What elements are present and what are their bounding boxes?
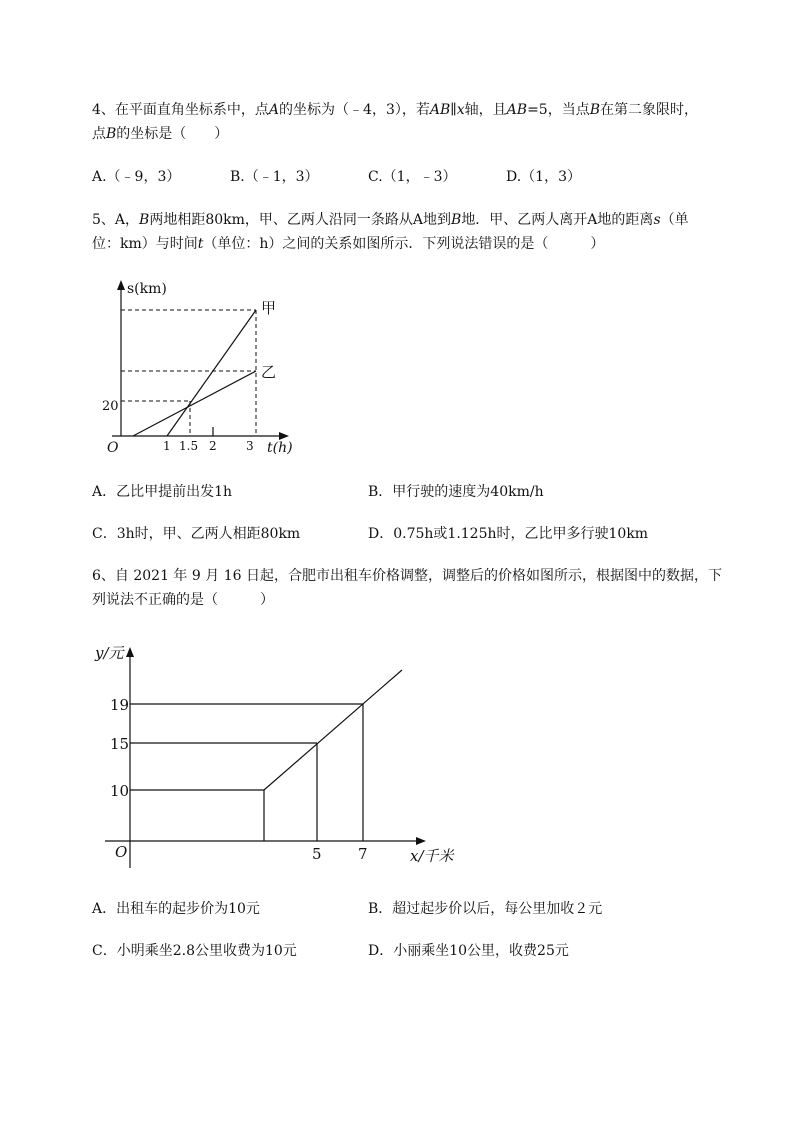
q4-option-b: B.（﹣1，3） [230, 169, 319, 185]
q6-stem-line-2: 列说法不正确的是（ ） [92, 592, 274, 608]
q6-x-axis-label: x/千米 [410, 847, 454, 865]
q6-option-b: B．超过起步价以后，每公里加收２元 [368, 901, 603, 917]
q5-x-tick-15: 1.5 [179, 439, 199, 453]
q5-label-yi: 乙 [261, 363, 277, 381]
q5-line-yi [133, 371, 256, 436]
q6-x-tick-7: 7 [358, 845, 368, 863]
q5-origin-label: O [107, 440, 119, 456]
q5-x-tick-3: 3 [246, 439, 254, 453]
q5-option-b: B．甲行驶的速度为40km/h [368, 484, 544, 500]
q5-stem-line-2: 位：km）与时间t（单位：h）之间的关系如图所示．下列说法错误的是（ ） [92, 236, 605, 252]
q6-y-tick-10: 10 [110, 782, 130, 800]
q4-stem-line-2: 点B的坐标是（ ） [92, 126, 229, 142]
q5-y-tick-20: 20 [102, 399, 119, 414]
q5-y-axis-label: s(km) [127, 281, 167, 297]
q5-option-d: D．0.75h或1.125h时，乙比甲多行驶10km [368, 526, 649, 542]
q4-option-c: C.（1，﹣3） [368, 169, 457, 185]
q4-option-d: D.（1，3） [506, 169, 581, 185]
q5-x-tick-1: 1 [163, 439, 171, 453]
q4-stem-line-1: 4、在平面直角坐标系中，点A的坐标为（﹣4，3），若AB∥x轴，且AB=5，当点B在第二象限时， [92, 102, 698, 118]
q6-x-arrow [416, 837, 426, 845]
q5-x-tick-2: 2 [209, 439, 217, 453]
q6-option-a: A．出租车的起步价为10元 [92, 901, 260, 917]
q6-x-tick-5: 5 [312, 845, 322, 863]
q5-line-jia [167, 310, 256, 436]
q6-stem-line-1: 6、自 2021 年 9 月 16 日起，合肥市出租车价格调整，调整后的价格如图所示，根据图中的数据，下 [92, 568, 722, 584]
q6-origin-label: O [115, 843, 128, 861]
q6-y-axis-label: y/元 [95, 644, 124, 662]
q5-label-jia: 甲 [261, 299, 277, 317]
q6-option-c: C．小明乘坐2.8公里收费为10元 [92, 943, 297, 959]
q5-option-c: C．3h时，甲、乙两人相距80km [92, 526, 301, 542]
q5-option-a: A．乙比甲提前出发1h [92, 484, 233, 500]
q6-y-arrow [126, 647, 134, 657]
q5-y-arrow [117, 280, 125, 290]
q5-stem-line-1: 5、A，B两地相距80km，甲、乙两人沿同一条路从A地到B地．甲、乙两人离开A地的距离s（单 [92, 212, 689, 228]
q4-option-a: A.（﹣9，3） [92, 169, 181, 185]
q6-y-tick-19: 19 [110, 696, 130, 714]
q6-fare-line [130, 670, 402, 790]
q5-x-axis-label: t(h) [267, 440, 293, 456]
q6-y-tick-15: 15 [110, 735, 130, 753]
q6-option-d: D．小丽乘坐10公里，收费25元 [368, 943, 569, 959]
q5-x-arrow [279, 432, 289, 440]
